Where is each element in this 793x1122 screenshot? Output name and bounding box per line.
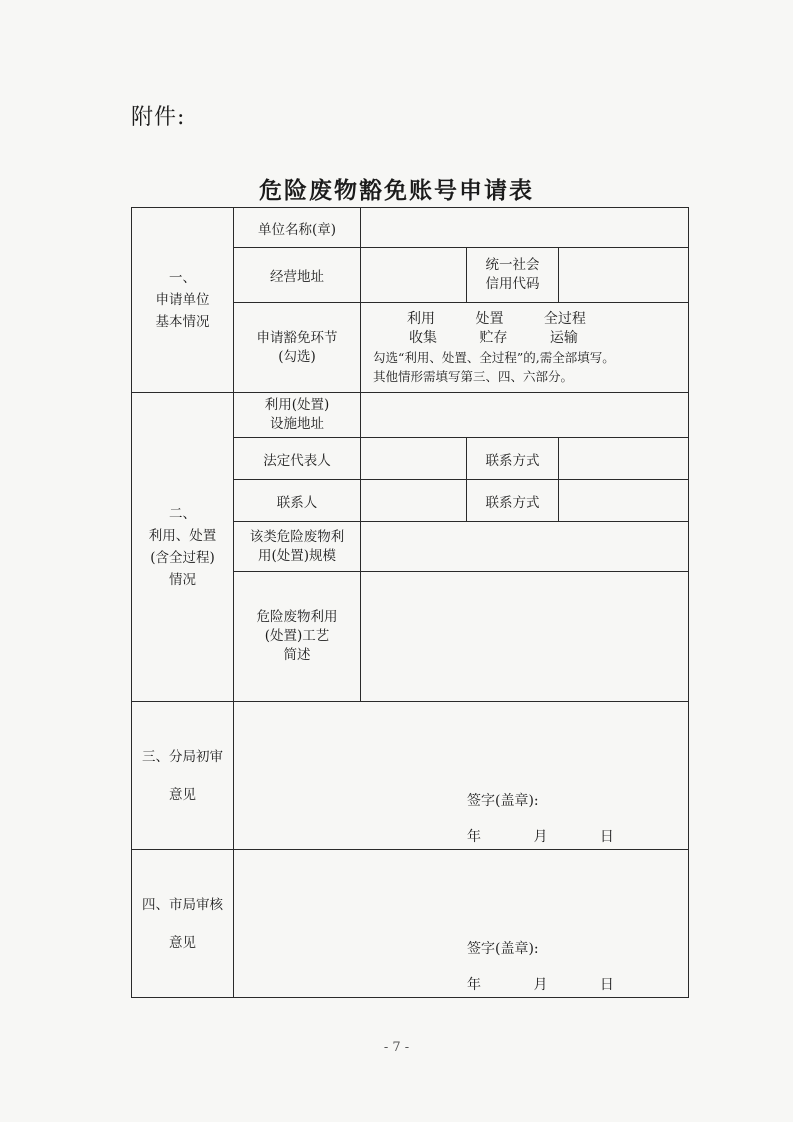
process-label: 危险废物利用 (处置)工艺 简述: [234, 572, 361, 702]
branch-date-line: 年 月 日: [467, 829, 614, 845]
branch-signature-label: 签字(盖章):: [467, 793, 539, 809]
city-date-line: 年 月 日: [467, 977, 614, 993]
process-field[interactable]: [361, 572, 689, 702]
option-collect[interactable]: 收集: [409, 329, 437, 346]
contact-method-label-1: 联系方式: [467, 438, 559, 480]
option-dispose[interactable]: 处置: [475, 310, 504, 327]
fill-note-1: 勾选“利用、处置、全过程”的,需全部填写。: [373, 349, 615, 365]
contact-method-field-2[interactable]: [559, 480, 689, 522]
unit-name-field[interactable]: [361, 208, 689, 248]
option-store[interactable]: 贮存: [479, 329, 508, 346]
city-signature-label: 签字(盖章):: [467, 941, 539, 957]
city-opinion-field[interactable]: [234, 850, 689, 998]
page-number: - 7 -: [383, 1040, 410, 1055]
option-full-process[interactable]: 全过程: [543, 310, 586, 327]
credit-code-label: 统一社会 信用代码: [467, 248, 559, 303]
contact-person-label: 联系人: [234, 480, 361, 522]
branch-opinion-field[interactable]: [234, 702, 689, 850]
section2-title: 二、 利用、处置 (含全过程) 情况: [132, 393, 234, 702]
form-title: 危险废物豁免账号申请表: [259, 177, 534, 204]
unit-name-label: 单位名称(章): [234, 208, 361, 248]
contact-person-field[interactable]: [361, 480, 467, 522]
application-form-table: [131, 207, 689, 998]
fill-note-2: 其他情形需填写第三、四、六部分。: [373, 368, 574, 384]
scale-field[interactable]: [361, 522, 689, 572]
legal-rep-field[interactable]: [361, 438, 467, 480]
section1-title: 一、 申请单位 基本情况: [132, 208, 234, 393]
scale-label: 该类危险废物利 用(处置)规模: [234, 522, 361, 572]
section3-title: 三、分局初审 意见: [132, 702, 234, 850]
contact-method-field-1[interactable]: [559, 438, 689, 480]
legal-rep-label: 法定代表人: [234, 438, 361, 480]
option-transport[interactable]: 运输: [549, 329, 578, 346]
facility-address-field[interactable]: [361, 393, 689, 438]
option-utilize[interactable]: 利用: [407, 310, 435, 327]
section4-title: 四、市局审核 意见: [132, 850, 234, 998]
address-label: 经营地址: [234, 248, 361, 303]
facility-address-label: 利用(处置) 设施地址: [234, 393, 361, 438]
exempt-stage-options: [361, 303, 689, 393]
contact-method-label-2: 联系方式: [467, 480, 559, 522]
credit-code-field[interactable]: [559, 248, 689, 303]
exempt-stage-label: 申请豁免环节 (勾选): [234, 303, 361, 393]
attachment-label: 附件:: [131, 105, 186, 130]
address-field[interactable]: [361, 248, 467, 303]
